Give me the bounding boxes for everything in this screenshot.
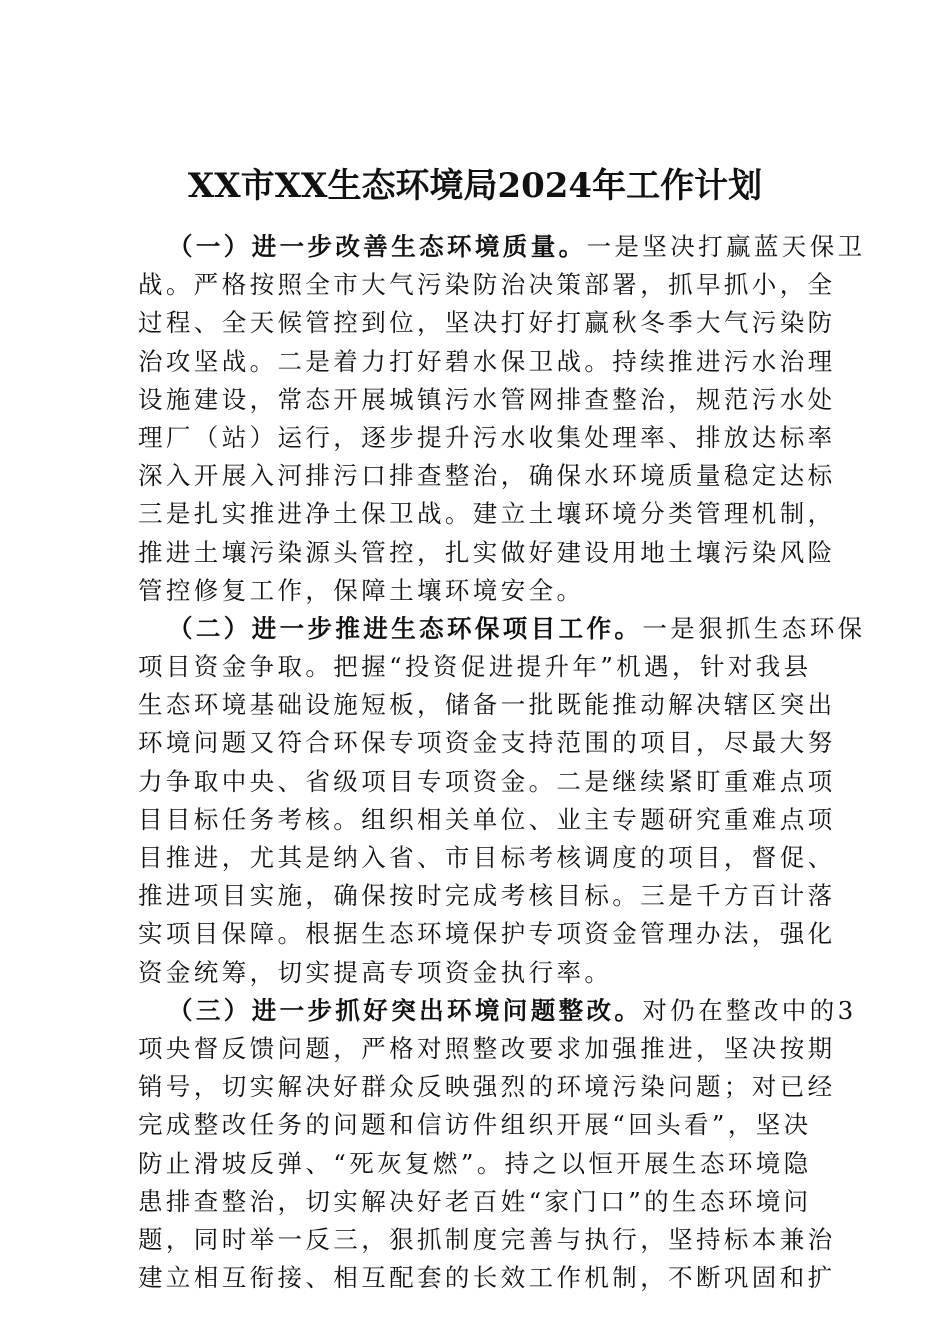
paragraph-line: 资金统筹，切实提高专项资金执行率。 bbox=[138, 957, 613, 987]
paragraph-line: 建立相互衔接、相互配套的长效工作机制，不断巩固和扩 bbox=[138, 1263, 836, 1293]
paragraph-line: 过程、全天候管控到位，坚决打好打赢秋冬季大气污染防 bbox=[138, 308, 836, 338]
section-1-first-line bbox=[138, 228, 866, 266]
paragraph-line: 对仍在整改中的3 bbox=[642, 995, 857, 1025]
section-3-first-line bbox=[138, 992, 857, 1030]
paragraph-line: 项央督反馈问题，严格对照整改要求加强推进，坚决按期 bbox=[138, 1033, 836, 1063]
paragraph-line: 战。严格按照全市大气污染防治决策部署，抓早抓小，全 bbox=[138, 270, 836, 300]
paragraph-line: 患排查整治，切实解决好老百姓“家门口”的生态环境问 bbox=[138, 1186, 812, 1216]
paragraph-line: 生态环境基础设施短板，储备一批既能推动解决辖区突出 bbox=[138, 690, 836, 720]
paragraph-line: 深入开展入河排污口排查整治，确保水环境质量稳定达标 bbox=[138, 461, 836, 491]
section-1-heading: （一）进一步改善生态环境质量。 bbox=[168, 232, 587, 261]
paragraph-line: 推进项目实施，确保按时完成考核目标。三是千方百计落 bbox=[138, 881, 836, 911]
paragraph-line: 治攻坚战。二是着力打好碧水保卫战。持续推进污水治理 bbox=[138, 346, 836, 376]
paragraph-line: 一是狠抓生态环保 bbox=[642, 613, 866, 643]
paragraph-line: 题，同时举一反三，狠抓制度完善与执行，坚持标本兼治 bbox=[138, 1224, 836, 1254]
paragraph-line: 实项目保障。根据生态环境保护专项资金管理办法，强化 bbox=[138, 919, 836, 949]
paragraph-line: 力争取中央、省级项目专项资金。二是继续紧盯重难点项 bbox=[138, 766, 836, 796]
paragraph-line: 环境问题又符合环保专项资金支持范围的项目，尽最大努 bbox=[138, 728, 836, 758]
paragraph-line: 销号，切实解决好群众反映强烈的环境污染问题；对已经 bbox=[138, 1072, 836, 1102]
paragraph-line: 设施建设，常态开展城镇污水管网排查整治，规范污水处 bbox=[138, 384, 836, 414]
section-3-heading: （三）进一步抓好突出环境问题整改。 bbox=[168, 995, 643, 1025]
paragraph-line: 理厂（站）运行，逐步提升污水收集处理率、排放达标率 bbox=[138, 422, 836, 452]
paragraph-line: 目目标任务考核。组织相关单位、业主专题研究重难点项 bbox=[138, 804, 836, 834]
document-body bbox=[138, 228, 866, 1297]
paragraph-line: 完成整改任务的问题和信访件组织开展“回头看”，坚决 bbox=[138, 1110, 812, 1140]
paragraph-line: 一是坚决打赢蓝天保卫 bbox=[586, 232, 866, 261]
paragraph-line: 管控修复工作，保障土壤环境安全。 bbox=[138, 575, 585, 605]
paragraph-line: 防止滑坡反弹、“死灰复燃”。持之以恒开展生态环境隐 bbox=[138, 1148, 812, 1178]
document-title: XX市XX生态环境局2024年工作计划 bbox=[187, 166, 763, 206]
paragraph-line: 推进土壤污染源头管控，扎实做好建设用地土壤污染风险 bbox=[138, 537, 836, 567]
paragraph-line: 目推进，尤其是纳入省、市目标考核调度的项目，督促、 bbox=[138, 843, 836, 872]
section-2-heading: （二）进一步推进生态环保项目工作。 bbox=[168, 613, 643, 643]
section-2-first-line bbox=[138, 610, 866, 648]
paragraph-line: 三是扎实推进净土保卫战。建立土壤环境分类管理机制， bbox=[138, 499, 836, 529]
paragraph-line: 项目资金争取。把握“投资促进提升年”机遇，针对我县 bbox=[138, 652, 812, 682]
